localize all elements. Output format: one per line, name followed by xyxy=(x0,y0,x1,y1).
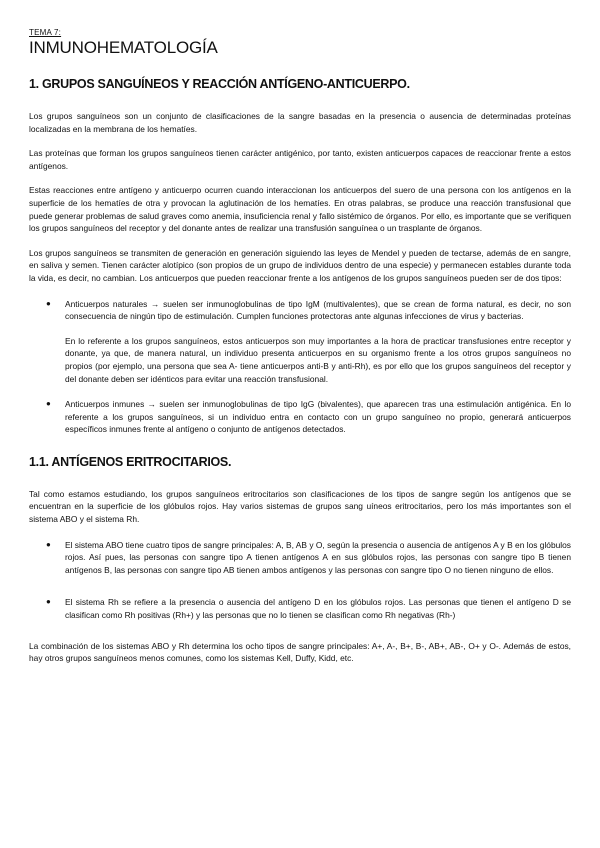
antibody-types-list-cont xyxy=(29,398,571,436)
closing-paragraph: La combinación de los sistemas ABO y Rh determina los ocho tipos de sangre principales: A+, A-, B+, B-, AB+, AB-, O+ y O-. Además de estos, hay otros grupos sanguíneos menos comunes, como los sistemas Kell, Duffy, Kidd, etc. xyxy=(29,640,571,664)
list-item xyxy=(29,596,571,621)
paragraph: Los grupos sanguíneos son un conjunto de clasificaciones de la sangre basadas en la presencia o ausencia de determinadas proteínas localizadas en la membrana de los hematíes. xyxy=(29,111,571,134)
blood-systems-list xyxy=(29,539,571,622)
antibody-types-list xyxy=(29,298,571,323)
list-item xyxy=(29,539,571,577)
paragraph: Tal como estamos estudiando, los grupos sanguíneos eritrocitarios son clasificaciones de los tipos de sangre según los antígenos que se encuentran en la superficie de los glóbulos rojos. Hay varios sistemas de grupos sang uíneos eritrocitarios, pero los más importantes son el sistema ABO y el sistema Rh. xyxy=(29,488,571,525)
bullet-icon: ● xyxy=(46,399,51,409)
page-title: INMUNOHEMATOLOGÍA xyxy=(29,38,218,57)
section-1-1-heading: 1.1. ANTÍGENOS ERITROCITARIOS. xyxy=(29,454,232,469)
section-1-heading: 1. GRUPOS SANGUÍNEOS Y REACCIÓN ANTÍGENO-ANTICUERPO. xyxy=(29,77,410,91)
list-item-text: Anticuerpos naturales → suelen ser inmunoglobulinas de tipo IgM (multivalentes), que se crean de forma natural, es decir, no son consecuencia de ningún tipo de estimulación. Cumplen funciones protectoras ante algunas infecciones de virus y bacterias. xyxy=(65,298,571,322)
list-item-subparagraph: En lo referente a los grupos sanguíneos, estos anticuerpos son muy importantes a la hora de practicar transfusiones entre receptor y donante, ya que, de manera natural, un individuo presenta anticuerpos en su organismo frente a los otros grupos sanguíneos no propios (por ejemplo, una persona que sea A- tiene anticuerpos anti-B y anti-Rh), es por ello que los grupos sanguíneos del receptor y del donante deben ser idénticos para evitar una reacción transfusional. xyxy=(65,335,571,384)
list-item-text: El sistema Rh se refiere a la presencia o ausencia del antígeno D en los glóbulos rojos. Las personas que tienen el antígeno D se clasifican como Rh positivas (Rh+) y las personas que no lo tienen se clasifican como Rh negativas (Rh-) xyxy=(65,597,571,621)
list-item-text: El sistema ABO tiene cuatro tipos de sangre principales: A, B, AB y O, según la presencia o ausencia de antígenos A y B en los glóbulos rojos. Así pues, las personas con sangre tipo A tienen antígenos A en sus glóbulos rojos, las personas con sangre tipo B tienen antígenos B, las personas con sangre tipo AB tienen ambos antígenos y las personas con sangre tipo O no tienen ninguno de ellos. xyxy=(65,539,571,575)
list-item-text: Anticuerpos inmunes → suelen ser inmunoglobulinas de tipo IgG (bivalentes), que aparecen tras una estimulación antigénica. En lo referente a los grupos sanguíneos, si un individuo entra en contacto con un grupo sanguíneo no propio, generará anticuerpos específicos inmunes frente al antígeno o conjunto de antígenos detectados. xyxy=(65,399,571,435)
bullet-icon: ● xyxy=(46,539,51,549)
list-item xyxy=(29,298,571,323)
bullet-icon: ● xyxy=(46,597,51,607)
tema-label: TEMA 7: xyxy=(29,28,62,37)
document-page xyxy=(29,28,571,665)
bullet-icon: ● xyxy=(46,298,51,308)
paragraph: Estas reacciones entre antígeno y anticuerpo ocurren cuando interaccionan los anticuerpos del suero de una persona con los antígenos en la superficie de los hematíes de otra y provocan la aglutinación de los hematíes. En otras palabras, se produce una reacción transfusional que puede generar problemas de salud graves como anemia, insuficiencia renal y fallo sistémico de órganos. Por ello, es importante que se verifiquen los grupos sanguíneos del receptor y del donante antes de realizar una transfusión sanguínea o un trasplante de órganos. xyxy=(29,185,571,234)
list-item xyxy=(29,398,571,436)
paragraph: Las proteínas que forman los grupos sanguíneos tienen carácter antigénico, por tanto, existen anticuerpos capaces de reaccionar frente a estos antígenos. xyxy=(29,148,571,171)
paragraph: Los grupos sanguíneos se transmiten de generación en generación siguiendo las leyes de Mendel y pueden de tectarse, además de en sangre, en saliva y semen. Tienen carácter alotípico (son propios de un grupo de individuos dentro de una especie) y permanecen estables durante toda la vida, es decir, no cambian. Los anticuerpos que pueden reaccionar frente a los antígenos de los grupos sanguíneos pueden ser de dos tipos: xyxy=(29,247,571,283)
